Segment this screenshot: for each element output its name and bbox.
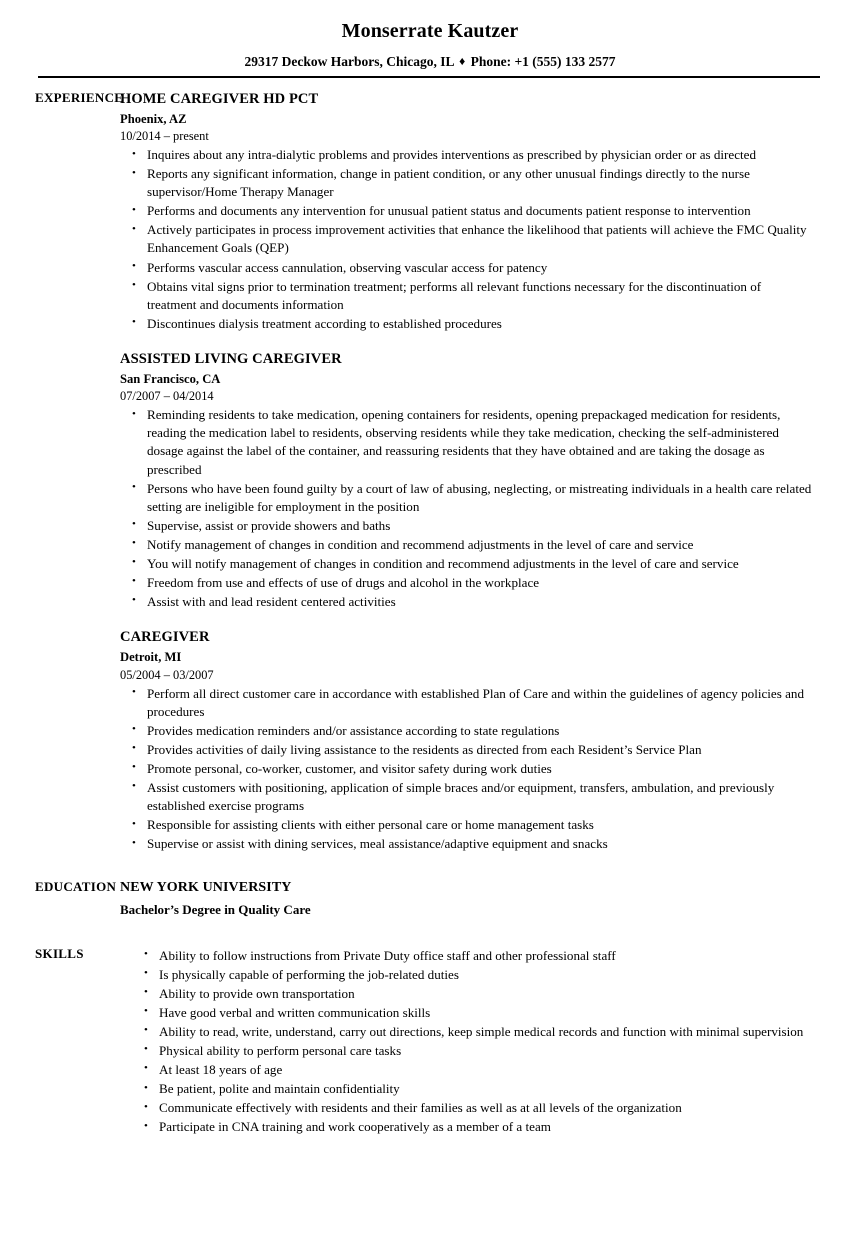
job-responsibility-list <box>120 406 812 611</box>
education-school: NEW YORK UNIVERSITY <box>120 880 292 896</box>
education-degree: Bachelor’s Degree in Quality Care <box>120 901 311 917</box>
candidate-contact-line <box>0 54 860 70</box>
job-responsibility-item: • Responsible for assisting clients with either personal care or home management tasks <box>120 816 812 834</box>
job-dates: 07/2007 – 04/2014 <box>120 389 214 404</box>
experience-entry <box>120 90 812 333</box>
skills-section <box>0 945 860 1137</box>
job-responsibility-item: • Notify management of changes in condition and recommend adjustments in the level of care and service <box>120 536 812 554</box>
job-responsibility-item: • Performs and documents any intervention for unusual patient status and documents patient response to intervention <box>120 202 812 220</box>
job-responsibility-item: • Actively participates in process improvement activities that enhance the likelihood that patients will achieve the FMC Quality Enhancement Goals (QEP) <box>120 221 812 257</box>
job-responsibility-item: • Discontinues dialysis treatment according to established procedures <box>120 315 812 333</box>
job-responsibility-item: • Persons who have been found guilty by a court of law of abusing, neglecting, or mistreating individuals in a health care related setting are ineligible for employment in the position <box>120 480 812 516</box>
skill-item: • Have good verbal and written communication skills <box>120 1004 812 1022</box>
job-location: San Francisco, CA <box>120 371 221 386</box>
job-dates: 10/2014 – present <box>120 129 209 143</box>
job-title: HOME CAREGIVER HD PCT <box>120 90 319 107</box>
job-responsibility-item: • Reports any significant information, change in patient condition, or any other unusual findings directly to the nurse supervisor/Home Therapy Manager <box>120 165 812 201</box>
job-responsibility-item: • Provides activities of daily living assistance to the residents as directed from each Resident’s Service Plan <box>120 741 812 759</box>
diamond-separator-icon: ♦ <box>459 54 466 68</box>
skill-item: • Ability to follow instructions from Private Duty office staff and other professional staff <box>120 947 812 965</box>
job-responsibility-item: • Assist with and lead resident centered activities <box>120 593 812 611</box>
education-section <box>0 879 860 918</box>
candidate-address: 29317 Deckow Harbors, Chicago, IL <box>244 54 454 69</box>
job-responsibility-item: • Provides medication reminders and/or assistance according to state regulations <box>120 722 812 740</box>
job-responsibility-list <box>120 685 812 854</box>
skills-list-container <box>120 945 860 1137</box>
job-responsibility-item: • Promote personal, co-worker, customer, and visitor safety during work duties <box>120 760 812 778</box>
job-responsibility-item: • Inquires about any intra-dialytic problems and provides interventions as prescribed by physician order or as directed <box>120 146 812 164</box>
skill-item: • Is physically capable of performing the job-related duties <box>120 966 812 984</box>
job-responsibility-item: • Perform all direct customer care in accordance with established Plan of Care and within the guidelines of agency policies and procedures <box>120 685 812 721</box>
candidate-name: Monserrate Kautzer <box>341 20 519 42</box>
experience-section-label: EXPERIENCE <box>35 89 124 105</box>
experience-entry <box>120 350 812 611</box>
education-section-label: EDUCATION <box>35 879 117 895</box>
job-responsibility-item: • Assist customers with positioning, application of simple braces and/or equipment, transfers, ambulation, and previously established exercise programs <box>120 779 812 815</box>
job-location: Detroit, MI <box>120 650 182 665</box>
job-responsibility-list <box>120 146 812 333</box>
skills-list <box>120 947 812 1137</box>
candidate-phone: Phone: +1 (555) 133 2577 <box>470 54 616 69</box>
job-responsibility-item: • Supervise, assist or provide showers and baths <box>120 517 812 535</box>
job-title: CAREGIVER <box>120 629 210 646</box>
education-entry <box>120 879 812 918</box>
skill-item: • Ability to provide own transportation <box>120 985 812 1003</box>
skill-item: • Be patient, polite and maintain confidentiality <box>120 1080 812 1098</box>
experience-entry <box>120 628 812 853</box>
job-responsibility-item: • Supervise or assist with dining services, meal assistance/adaptive equipment and snacks <box>120 835 812 853</box>
job-dates: 05/2004 – 03/2007 <box>120 667 214 682</box>
skill-item: • At least 18 years of age <box>120 1061 812 1079</box>
experience-entries <box>120 90 860 854</box>
job-responsibility-item: • Reminding residents to take medication, opening containers for residents, opening prepackaged medication for residents, reading the medication label to residents, observing residents while they take medication, checking the self-administered dosage against the label of the container, and reassuring residents that they have obtained and are taking the dosage as prescribed <box>120 406 812 478</box>
job-responsibility-item: • You will notify management of changes in condition and recommend adjustments in the level of care and service <box>120 555 812 573</box>
skill-item: • Physical ability to perform personal care tasks <box>120 1042 812 1060</box>
skill-item: • Participate in CNA training and work cooperatively as a member of a team <box>120 1118 812 1136</box>
job-responsibility-item: • Freedom from use and effects of use of drugs and alcohol in the workplace <box>120 574 812 592</box>
job-responsibility-item: • Obtains vital signs prior to termination treatment; performs all relevant functions necessary for the discontinuation of treatment and documents information <box>120 278 812 314</box>
job-title: ASSISTED LIVING CAREGIVER <box>120 350 342 367</box>
job-location: Phoenix, AZ <box>120 111 187 126</box>
skills-section-label: SKILLS <box>35 945 84 961</box>
job-responsibility-item: • Performs vascular access cannulation, observing vascular access for patency <box>120 259 812 277</box>
experience-section <box>0 90 860 854</box>
skill-item: • Ability to read, write, understand, carry out directions, keep simple medical records and function with minimal supervision <box>120 1023 812 1041</box>
education-entries <box>120 879 860 918</box>
header-divider <box>38 76 820 78</box>
resume-header <box>0 0 860 78</box>
skill-item: • Communicate effectively with residents and their families as well as at all levels of the organization <box>120 1099 812 1117</box>
